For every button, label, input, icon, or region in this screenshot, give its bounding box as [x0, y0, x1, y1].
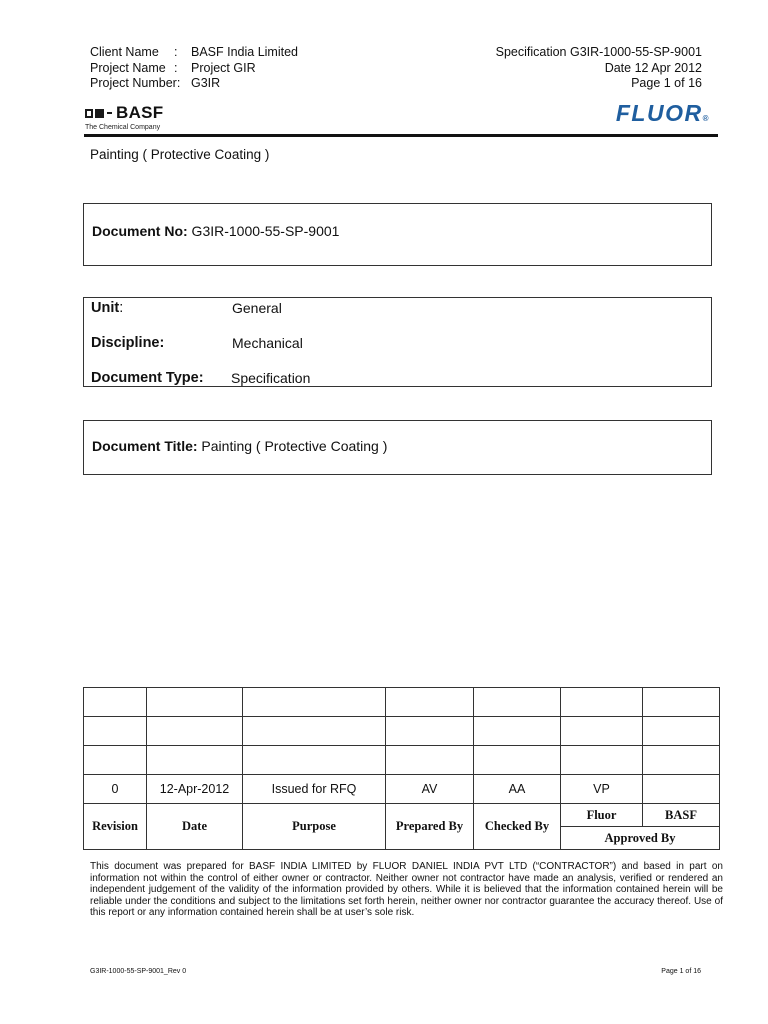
- document-title-value: Painting ( Protective Coating ): [197, 438, 388, 454]
- document-number-box: [83, 203, 712, 266]
- basf-header: BASF: [643, 804, 720, 827]
- document-type-value: Specification: [231, 370, 311, 386]
- client-name-row: [90, 45, 298, 61]
- separator: :: [174, 45, 178, 59]
- basf-wordmark: BASF: [116, 103, 164, 122]
- specification-info-block: [496, 45, 702, 92]
- document-number-value: G3IR-1000-55-SP-9001: [187, 223, 340, 239]
- footer-page-number: Page 1 of 16: [661, 968, 701, 975]
- unit-label: Unit:: [91, 300, 124, 316]
- date-cell: 12-Apr-2012: [147, 775, 243, 804]
- revision-blank-row: [84, 717, 720, 746]
- revision-blank-row: [84, 688, 720, 717]
- document-type-label: Document Type:: [91, 370, 204, 386]
- basf-tagline: The Chemical Company: [85, 124, 161, 131]
- discipline-value: Mechanical: [232, 335, 303, 351]
- approved-by-fluor-cell: VP: [561, 775, 643, 804]
- fluor-wordmark: FLUOR: [615, 100, 703, 126]
- project-name-value: Project GIR: [191, 60, 256, 75]
- basf-square-outline-icon: [85, 109, 93, 118]
- purpose-header: Purpose: [243, 804, 386, 850]
- disclaimer-text: This document was prepared for BASF INDIA LIMITED by FLUOR DANIEL INDIA PVT LTD (“CONTRACTOR”) and based in part on information not within the control of either owner or contractor. Neither owner not contractor have made an analysis, verified or rendered an independent judgement of the validity of the information provided by others. While it is believed that the information contained herein will be reliable under the conditions and subject to the limitations set forth herein, neither owner nor contractor guarantee the accuracy thereof. Use of this report or any information contained herein shall be at user’s sole risk.: [90, 861, 723, 919]
- checked-by-cell: AA: [474, 775, 561, 804]
- project-number-row: [90, 76, 298, 92]
- document-classification-box: [83, 297, 712, 387]
- date-header: Date: [147, 804, 243, 850]
- basf-square-fill-icon: [95, 109, 104, 118]
- basf-dash-icon: [107, 112, 112, 114]
- document-title-box: [83, 420, 712, 475]
- header-divider: [84, 134, 718, 137]
- footer-document-reference: G3IR-1000-55-SP-9001_Rev 0: [90, 968, 187, 975]
- fluor-logo: [616, 100, 710, 127]
- approved-by-header: Approved By: [561, 827, 720, 850]
- separator: :: [174, 60, 178, 75]
- revision-header: Revision: [84, 804, 147, 850]
- revision-table: [83, 687, 720, 850]
- project-number-value: G3IR: [191, 76, 221, 90]
- project-number-label: Project Number:: [90, 76, 181, 90]
- document-number-label: Document No:: [92, 223, 188, 239]
- checked-by-header: Checked By: [474, 804, 561, 850]
- client-name-label: Client Name: [90, 45, 159, 59]
- revision-row: [84, 775, 720, 804]
- client-name-value: BASF India Limited: [191, 45, 298, 59]
- approved-by-basf-cell: [643, 775, 720, 804]
- prepared-by-cell: AV: [386, 775, 474, 804]
- unit-value: General: [232, 300, 282, 316]
- page-number: Page 1 of 16: [631, 76, 702, 90]
- revision-blank-row: [84, 746, 720, 775]
- discipline-label: Discipline:: [91, 335, 165, 351]
- project-name-row: [90, 61, 298, 77]
- fluor-registered-mark: ®: [702, 114, 710, 123]
- basf-logo-mark: [85, 103, 163, 123]
- basf-logo: [85, 103, 163, 131]
- document-subtitle: Painting ( Protective Coating ): [90, 147, 270, 162]
- document-date: Date 12 Apr 2012: [604, 60, 702, 75]
- document-title-label: Document Title:: [92, 438, 198, 454]
- fluor-header: Fluor: [561, 804, 643, 827]
- revision-header-row: [84, 804, 720, 827]
- project-info-block: [90, 45, 298, 92]
- purpose-cell: Issued for RFQ: [243, 775, 386, 804]
- prepared-by-header: Prepared By: [386, 804, 474, 850]
- revision-cell: 0: [84, 775, 147, 804]
- project-name-label: Project Name: [90, 60, 166, 75]
- specification-number: Specification G3IR-1000-55-SP-9001: [495, 45, 702, 59]
